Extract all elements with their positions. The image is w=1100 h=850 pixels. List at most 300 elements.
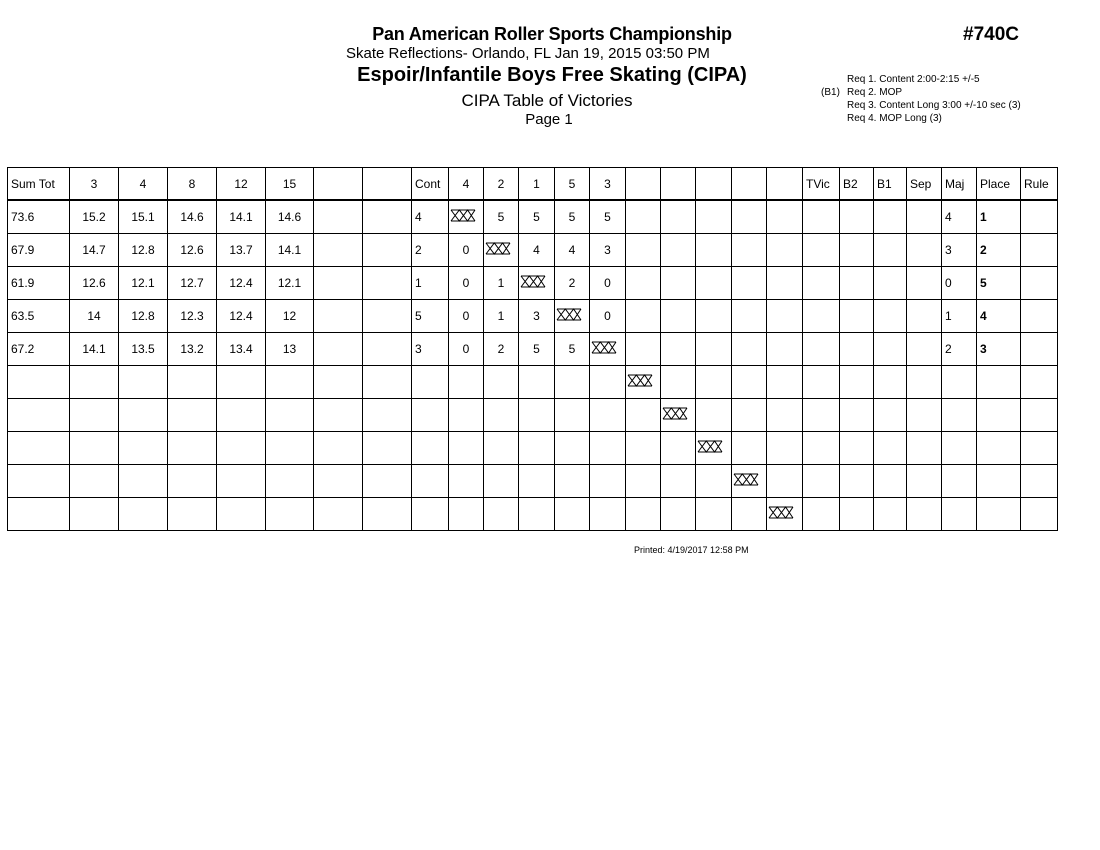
table-cell — [696, 234, 732, 267]
table-cell — [363, 399, 412, 432]
table-cell: 12.8 — [119, 234, 168, 267]
table-cell — [519, 432, 555, 465]
table-cell — [70, 399, 119, 432]
table-cell — [1021, 234, 1058, 267]
table-cell — [696, 465, 732, 498]
table-cell — [696, 200, 732, 234]
table-cell — [767, 300, 803, 333]
table-cell — [484, 465, 519, 498]
table-header-row — [8, 168, 1058, 201]
table-cell — [874, 234, 907, 267]
requirement-line — [814, 86, 1021, 99]
table-cell — [732, 399, 767, 432]
table-cell — [590, 432, 626, 465]
table-cell — [484, 432, 519, 465]
table-cell: 12.8 — [119, 300, 168, 333]
table-cell — [661, 200, 696, 234]
column-header — [661, 168, 696, 201]
column-header: 1 — [519, 168, 555, 201]
table-cell: 0 — [590, 300, 626, 333]
table-row — [8, 432, 1058, 465]
table-cell — [696, 267, 732, 300]
table-cell — [626, 300, 661, 333]
table-cell — [626, 399, 661, 432]
table-row — [8, 399, 1058, 432]
table-cell: 13.2 — [168, 333, 217, 366]
table-cell: 14.1 — [266, 234, 314, 267]
diagonal-mark — [555, 300, 590, 333]
table-cell — [314, 200, 363, 234]
column-header — [626, 168, 661, 201]
table-cell — [119, 498, 168, 531]
table-cell — [942, 465, 977, 498]
table-cell — [8, 465, 70, 498]
diagonal-mark — [626, 366, 661, 399]
table-cell — [8, 366, 70, 399]
table-title: CIPA Table of Victories — [461, 91, 633, 110]
diagonal-mark — [732, 465, 767, 498]
table-cell — [874, 498, 907, 531]
diagonal-mark — [519, 267, 555, 300]
table-cell — [840, 432, 874, 465]
table-cell — [696, 300, 732, 333]
column-header: 4 — [449, 168, 484, 201]
table-cell — [168, 432, 217, 465]
table-cell — [874, 300, 907, 333]
venue-date-line: Skate Reflections- Orlando, FL Jan 19, 2015 03:50 PM — [346, 45, 710, 62]
table-cell — [626, 432, 661, 465]
table-cell — [314, 267, 363, 300]
table-cell — [942, 399, 977, 432]
table-cell: 12.6 — [70, 267, 119, 300]
table-cell — [840, 465, 874, 498]
table-cell — [590, 465, 626, 498]
table-cell: 12.1 — [119, 267, 168, 300]
table-cell — [803, 498, 840, 531]
table-cell — [168, 399, 217, 432]
table-cell — [767, 465, 803, 498]
table-cell: 61.9 — [8, 267, 70, 300]
table-cell — [840, 333, 874, 366]
table-cell — [266, 498, 314, 531]
table-cell: 67.2 — [8, 333, 70, 366]
table-cell — [363, 432, 412, 465]
table-cell: 4 — [942, 200, 977, 234]
diagonal-mark — [449, 200, 484, 234]
table-cell — [119, 432, 168, 465]
table-cell — [266, 399, 314, 432]
table-cell — [907, 267, 942, 300]
table-cell: 12.7 — [168, 267, 217, 300]
table-cell: 2 — [942, 333, 977, 366]
column-header: 12 — [217, 168, 266, 201]
table-cell: 5 — [555, 333, 590, 366]
table-cell — [519, 498, 555, 531]
table-cell — [840, 300, 874, 333]
xxx-mark-icon — [627, 374, 653, 387]
table-cell — [907, 432, 942, 465]
table-cell: 5 — [555, 200, 590, 234]
table-cell: 3 — [519, 300, 555, 333]
table-cell — [907, 333, 942, 366]
table-cell: 15.1 — [119, 200, 168, 234]
xxx-mark-icon — [520, 275, 546, 288]
table-cell — [555, 465, 590, 498]
table-cell — [314, 333, 363, 366]
column-header: B1 — [874, 168, 907, 201]
xxx-mark-icon — [450, 209, 476, 222]
column-header: 8 — [168, 168, 217, 201]
place-cell — [977, 366, 1021, 399]
page-label: Page 1 — [525, 111, 573, 128]
event-number: #740C — [963, 24, 1019, 45]
table-cell — [1021, 333, 1058, 366]
table-cell — [555, 498, 590, 531]
table-cell — [874, 333, 907, 366]
table-cell — [874, 366, 907, 399]
table-cell — [484, 399, 519, 432]
table-cell — [168, 465, 217, 498]
column-header: TVic — [803, 168, 840, 201]
column-header: Rule — [1021, 168, 1058, 201]
column-header: 3 — [590, 168, 626, 201]
table-cell — [874, 399, 907, 432]
table-cell — [1021, 432, 1058, 465]
table-cell: 73.6 — [8, 200, 70, 234]
table-row — [8, 267, 1058, 300]
table-cell: 13.7 — [217, 234, 266, 267]
requirement-text: Req 2. MOP — [847, 87, 903, 98]
diagonal-mark — [696, 432, 732, 465]
column-header: 15 — [266, 168, 314, 201]
column-header: 3 — [70, 168, 119, 201]
table-cell — [590, 366, 626, 399]
table-cell — [907, 465, 942, 498]
xxx-mark-icon — [591, 341, 617, 354]
xxx-mark-icon — [733, 473, 759, 486]
table-cell — [942, 498, 977, 531]
table-cell — [803, 333, 840, 366]
requirement-tag — [814, 73, 847, 86]
table-cell — [217, 498, 266, 531]
table-cell — [363, 300, 412, 333]
table-cell — [363, 366, 412, 399]
table-cell — [119, 465, 168, 498]
table-cell — [696, 498, 732, 531]
table-cell: 14.6 — [168, 200, 217, 234]
table-cell — [314, 366, 363, 399]
table-cell — [555, 432, 590, 465]
table-cell — [661, 366, 696, 399]
table-cell — [767, 399, 803, 432]
table-cell — [266, 465, 314, 498]
table-cell — [555, 366, 590, 399]
table-cell — [732, 498, 767, 531]
table-cell: 3 — [942, 234, 977, 267]
table-cell: 14.6 — [266, 200, 314, 234]
requirement-text: Req 4. MOP Long (3) — [847, 113, 942, 124]
table-cell — [696, 366, 732, 399]
table-cell: 13.4 — [217, 333, 266, 366]
championship-title: Pan American Roller Sports Championship — [372, 24, 732, 44]
place-cell — [977, 432, 1021, 465]
requirement-line — [814, 73, 1021, 86]
requirement-text: Req 1. Content 2:00-2:15 +/-5 — [847, 74, 980, 85]
table-cell — [449, 465, 484, 498]
table-cell — [168, 498, 217, 531]
table-cell — [907, 498, 942, 531]
table-cell — [907, 200, 942, 234]
printed-timestamp: Printed: 4/19/2017 12:58 PM — [634, 545, 749, 555]
table-cell — [8, 399, 70, 432]
table-cell: 4 — [519, 234, 555, 267]
table-cell — [217, 465, 266, 498]
table-cell — [767, 333, 803, 366]
table-cell — [363, 465, 412, 498]
table-cell — [555, 399, 590, 432]
table-cell: 5 — [590, 200, 626, 234]
table-cell — [70, 498, 119, 531]
table-cell: 3 — [590, 234, 626, 267]
table-cell: 4 — [412, 200, 449, 234]
table-cell — [874, 432, 907, 465]
table-cell — [661, 498, 696, 531]
place-cell: 1 — [977, 200, 1021, 234]
table-cell — [767, 200, 803, 234]
requirement-line — [814, 99, 1021, 112]
table-cell — [661, 267, 696, 300]
table-cell — [70, 432, 119, 465]
column-header — [732, 168, 767, 201]
table-cell — [8, 432, 70, 465]
diagonal-mark — [590, 333, 626, 366]
table-cell: 2 — [555, 267, 590, 300]
table-cell — [803, 465, 840, 498]
column-header — [314, 168, 363, 201]
table-cell: 14 — [70, 300, 119, 333]
table-cell — [732, 300, 767, 333]
place-cell — [977, 399, 1021, 432]
table-cell: 14.7 — [70, 234, 119, 267]
table-cell — [119, 399, 168, 432]
column-header: Maj — [942, 168, 977, 201]
table-cell: 13 — [266, 333, 314, 366]
table-cell — [803, 432, 840, 465]
xxx-mark-icon — [556, 308, 582, 321]
table-cell — [590, 498, 626, 531]
table-cell — [803, 267, 840, 300]
place-cell: 4 — [977, 300, 1021, 333]
table-cell — [1021, 300, 1058, 333]
diagonal-mark — [484, 234, 519, 267]
table-cell — [519, 465, 555, 498]
table-cell — [767, 432, 803, 465]
table-cell — [907, 366, 942, 399]
column-header: B2 — [840, 168, 874, 201]
table-cell: 15.2 — [70, 200, 119, 234]
table-cell — [661, 300, 696, 333]
table-cell — [266, 366, 314, 399]
table-cell — [626, 498, 661, 531]
table-cell — [840, 498, 874, 531]
table-cell — [119, 366, 168, 399]
table-cell — [803, 200, 840, 234]
table-cell — [661, 234, 696, 267]
table-cell — [840, 200, 874, 234]
column-header — [363, 168, 412, 201]
table-cell — [626, 200, 661, 234]
table-cell — [519, 366, 555, 399]
column-header: Cont — [412, 168, 449, 201]
table-cell — [412, 498, 449, 531]
table-cell: 5 — [519, 200, 555, 234]
table-cell: 5 — [519, 333, 555, 366]
table-cell — [484, 366, 519, 399]
table-cell — [519, 399, 555, 432]
table-cell: 14.1 — [217, 200, 266, 234]
table-cell — [590, 399, 626, 432]
table-cell — [732, 366, 767, 399]
table-cell — [70, 465, 119, 498]
table-cell: 12.4 — [217, 300, 266, 333]
table-cell — [803, 300, 840, 333]
table-cell: 0 — [449, 234, 484, 267]
table-cell: 4 — [555, 234, 590, 267]
table-cell — [1021, 465, 1058, 498]
table-cell — [732, 200, 767, 234]
column-header — [696, 168, 732, 201]
table-cell — [1021, 200, 1058, 234]
table-row — [8, 200, 1058, 234]
table-cell: 12.4 — [217, 267, 266, 300]
xxx-mark-icon — [768, 506, 794, 519]
column-header: 2 — [484, 168, 519, 201]
victories-table — [7, 167, 1058, 531]
table-cell: 12 — [266, 300, 314, 333]
table-cell: 67.9 — [8, 234, 70, 267]
table-cell — [767, 267, 803, 300]
table-cell: 14.1 — [70, 333, 119, 366]
table-cell — [803, 366, 840, 399]
table-cell — [803, 234, 840, 267]
table-cell — [449, 366, 484, 399]
diagonal-mark — [661, 399, 696, 432]
table-cell — [942, 432, 977, 465]
table-cell — [314, 465, 363, 498]
table-cell — [217, 366, 266, 399]
table-cell — [874, 267, 907, 300]
requirements-list — [814, 73, 1021, 125]
table-cell: 1 — [484, 300, 519, 333]
table-cell — [942, 366, 977, 399]
table-cell — [1021, 267, 1058, 300]
table-cell: 1 — [412, 267, 449, 300]
column-header: 5 — [555, 168, 590, 201]
table-cell: 5 — [412, 300, 449, 333]
table-cell — [696, 333, 732, 366]
table-cell — [661, 333, 696, 366]
table-cell: 12.3 — [168, 300, 217, 333]
table-cell — [168, 366, 217, 399]
table-cell — [1021, 399, 1058, 432]
table-cell: 12.6 — [168, 234, 217, 267]
table-cell: 5 — [484, 200, 519, 234]
table-cell — [840, 267, 874, 300]
table-cell: 1 — [942, 300, 977, 333]
table-cell — [732, 234, 767, 267]
table-cell — [907, 300, 942, 333]
table-cell — [8, 498, 70, 531]
table-cell — [732, 432, 767, 465]
table-cell — [314, 498, 363, 531]
table-cell: 12.1 — [266, 267, 314, 300]
table-cell — [907, 399, 942, 432]
xxx-mark-icon — [697, 440, 723, 453]
table-cell — [840, 234, 874, 267]
xxx-mark-icon — [485, 242, 511, 255]
xxx-mark-icon — [662, 407, 688, 420]
table-cell — [661, 432, 696, 465]
table-cell — [732, 333, 767, 366]
place-cell — [977, 498, 1021, 531]
table-cell — [874, 465, 907, 498]
place-cell: 5 — [977, 267, 1021, 300]
place-cell: 2 — [977, 234, 1021, 267]
table-cell — [696, 399, 732, 432]
table-cell — [412, 432, 449, 465]
table-cell — [412, 366, 449, 399]
table-cell: 63.5 — [8, 300, 70, 333]
table-cell — [412, 399, 449, 432]
table-cell — [314, 300, 363, 333]
table-cell: 0 — [449, 333, 484, 366]
table-cell — [803, 399, 840, 432]
requirement-text: Req 3. Content Long 3:00 +/-10 sec (3) — [847, 100, 1021, 111]
table-row — [8, 498, 1058, 531]
table-cell — [363, 234, 412, 267]
table-cell — [314, 234, 363, 267]
table-cell — [363, 498, 412, 531]
table-cell — [70, 366, 119, 399]
table-cell — [732, 267, 767, 300]
table-cell — [217, 432, 266, 465]
table-row — [8, 465, 1058, 498]
column-header: Place — [977, 168, 1021, 201]
table-cell: 0 — [942, 267, 977, 300]
table-cell: 1 — [484, 267, 519, 300]
place-cell — [977, 465, 1021, 498]
table-cell — [626, 234, 661, 267]
table-cell — [314, 432, 363, 465]
diagonal-mark — [767, 498, 803, 531]
table-cell: 13.5 — [119, 333, 168, 366]
requirement-line — [814, 112, 1021, 125]
requirement-tag — [814, 99, 847, 112]
table-cell — [874, 200, 907, 234]
event-name: Espoir/Infantile Boys Free Skating (CIPA) — [357, 64, 747, 86]
table-cell — [363, 333, 412, 366]
table-cell — [907, 234, 942, 267]
table-cell — [217, 399, 266, 432]
table-cell — [449, 432, 484, 465]
table-cell — [412, 465, 449, 498]
table-row — [8, 366, 1058, 399]
place-cell: 3 — [977, 333, 1021, 366]
table-cell — [1021, 498, 1058, 531]
column-header: Sep — [907, 168, 942, 201]
table-cell: 2 — [412, 234, 449, 267]
table-cell — [840, 366, 874, 399]
